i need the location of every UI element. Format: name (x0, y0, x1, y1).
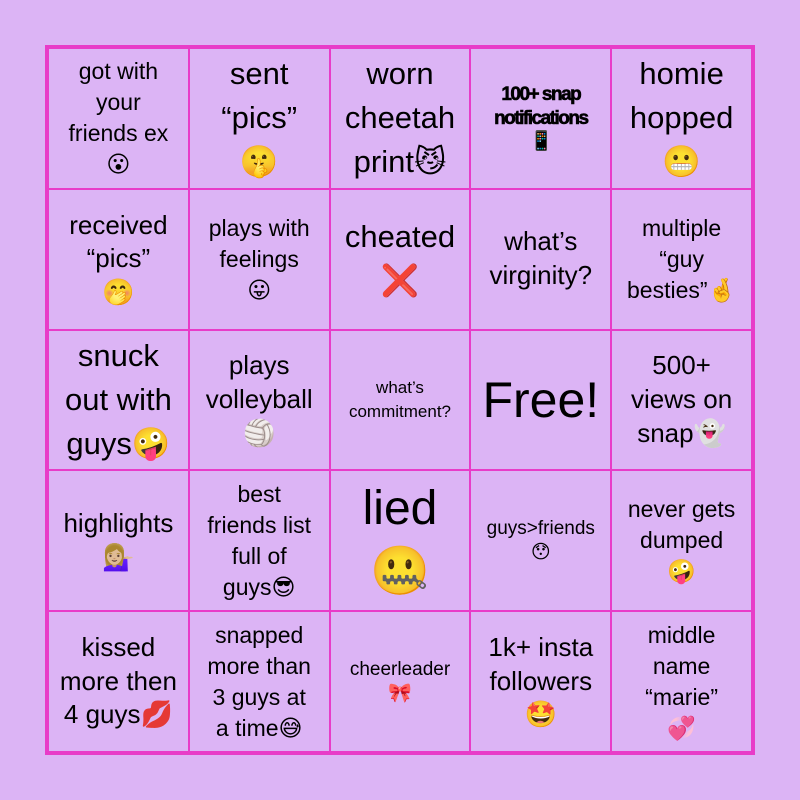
bingo-cell-label: homie hopped 😬 (629, 56, 734, 180)
bingo-cell-r3-c4[interactable] (470, 330, 611, 471)
bingo-cell-label: best friends list full of guys😎 (207, 480, 311, 600)
bingo-cell-r5-c1[interactable] (48, 611, 189, 752)
bingo-cell-label: middle name “marie” 💞 (645, 621, 719, 741)
bingo-cell-r3-c3[interactable] (330, 330, 471, 471)
bingo-cell-label: multiple “guy besties”🤞 (627, 214, 737, 303)
bingo-cell-r2-c3[interactable] (330, 189, 471, 330)
bingo-cell-label: got with your friends ex 😮 (68, 58, 169, 178)
bingo-cell-label: plays with feelings 😛 (208, 214, 310, 303)
bingo-cell-label: never gets dumped 🤪 (627, 496, 736, 585)
bingo-cell-label: plays volleyball 🏐 (205, 350, 313, 448)
bingo-cell-r3-c1[interactable] (48, 330, 189, 471)
bingo-cell-label: worn cheetah print😼 (344, 56, 456, 180)
bingo-cell-r2-c5[interactable] (611, 189, 752, 330)
bingo-cell-r4-c5[interactable] (611, 470, 752, 611)
bingo-cell-r5-c2[interactable] (189, 611, 330, 752)
bingo-cell-label: guys>friends 😯 (486, 518, 595, 563)
bingo-cell-label: Free! (482, 371, 600, 428)
bingo-cell-label: snuck out with guys🤪 (64, 337, 172, 461)
bingo-cell-label: kissed more then 4 guys💋 (59, 631, 177, 730)
bingo-cell-r4-c3[interactable] (330, 470, 471, 611)
bingo-cell-label: sent “pics” 🤫 (221, 56, 298, 180)
bingo-cell-label: cheerleader 🎀 (349, 659, 451, 704)
bingo-cell-label: 1k+ insta followers 🤩 (488, 631, 594, 730)
bingo-cell-r4-c1[interactable] (48, 470, 189, 611)
bingo-cell-r5-c5[interactable] (611, 611, 752, 752)
bingo-cell-r1-c4[interactable] (470, 48, 611, 189)
bingo-cell-label: snapped more than 3 guys at a time😅 (207, 621, 311, 741)
bingo-cell-r3-c5[interactable] (611, 330, 752, 471)
bingo-cell-r4-c2[interactable] (189, 470, 330, 611)
bingo-cell-r1-c2[interactable] (189, 48, 330, 189)
bingo-cell-label: received “pics” 🤭 (69, 209, 168, 308)
bingo-board (45, 45, 755, 755)
bingo-cell-r4-c4[interactable] (470, 470, 611, 611)
bingo-cell-label: what’s virginity? (489, 226, 593, 291)
bingo-cell-r1-c3[interactable] (330, 48, 471, 189)
bingo-cell-r5-c4[interactable] (470, 611, 611, 752)
free-space-label: what’s commitment? (348, 378, 451, 421)
bingo-cell-label: lied 🤐 (362, 482, 438, 598)
bingo-cell-r1-c1[interactable] (48, 48, 189, 189)
bingo-cell-r2-c1[interactable] (48, 189, 189, 330)
bingo-cell-label: 500+ views on snap👻 (631, 350, 733, 448)
bingo-cell-r5-c3[interactable] (330, 611, 471, 752)
bingo-cell-label: cheated ❌ (344, 219, 456, 299)
bingo-cell-label: 100+ snap notifications 📱 (494, 83, 588, 153)
bingo-cell-r1-c5[interactable] (611, 48, 752, 189)
bingo-cell-r2-c2[interactable] (189, 189, 330, 330)
bingo-cell-r2-c4[interactable] (470, 189, 611, 330)
bingo-cell-label: highlights 💁🏼‍♀️ (63, 507, 174, 572)
bingo-cell-r3-c2[interactable] (189, 330, 330, 471)
